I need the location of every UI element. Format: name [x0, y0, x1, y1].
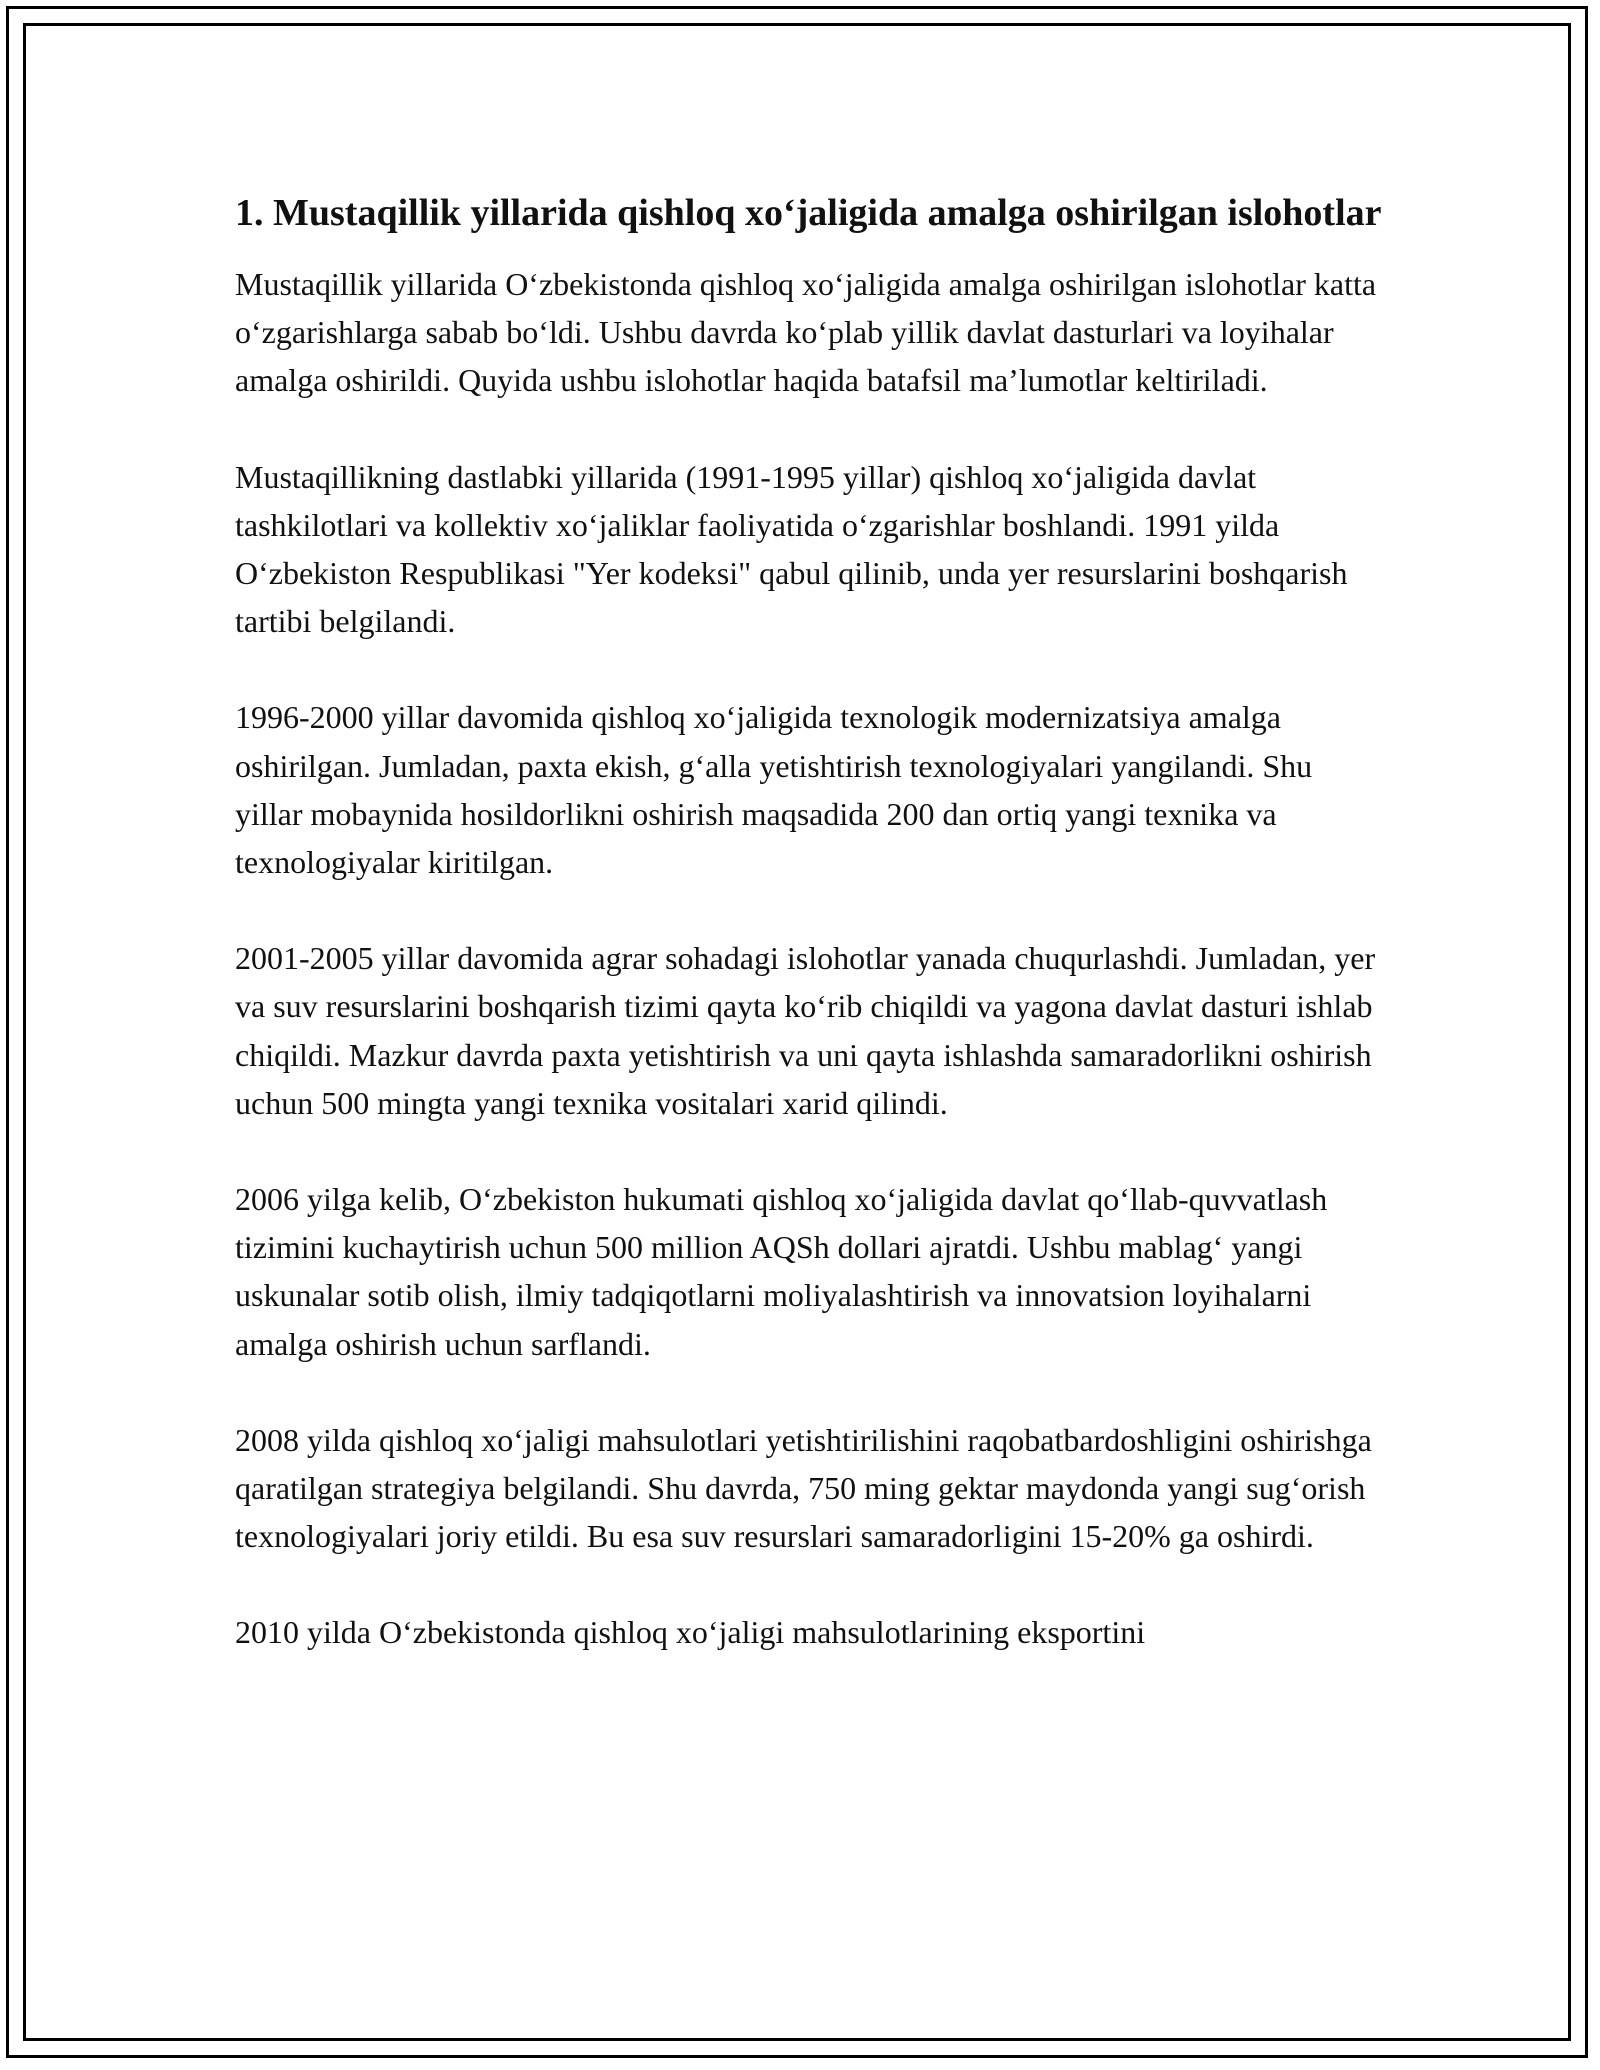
paragraph-2006: 2006 yilga kelib, O‘zbekiston hukumati qishloq xo‘jaligida davlat qo‘llab-quvvatlash tizimini kuchaytirish uchun 500 million AQSh dollari ajratdi. Ushbu mablag‘ yangi uskunalar sotib olish, ilmiy tadqiqotlarni moliyalashtirish va innovatsion loyihalarni amalga oshirish uchun sarflandi.: [235, 1181, 1328, 1362]
document-body: [235, 186, 1385, 1705]
paragraph-2008: 2008 yilda qishloq xo‘jaligi mahsulotlari yetishtirilishini raqobatbardoshligini oshirishga qaratilgan strategiya belgilandi. Shu davrda, 750 ming gektar maydonda yangi sug‘orish texnologiyalari joriy etildi. Bu esa suv resurslari samaradorligini 15-20% ga oshirdi.: [235, 1421, 1372, 1555]
section-title: 1. Mustaqillik yillarida qishloq xo‘jaligida amalga oshirilgan islohotlar: [235, 192, 1382, 234]
paragraph-2001-2005: 2001-2005 yillar davomida agrar sohadagi islohotlar yanada chuqurlashdi. Jumladan, yer va suv resurslarini boshqarish tizimi qayta ko‘rib chiqildi va yagona davlat dasturi ishlab chiqildi. Mazkur davrda paxta yetishtirish va uni qayta ishlashda samaradorlikni oshirish uchun 500 mingta yangi texnika vositalari xarid qilindi.: [235, 940, 1376, 1121]
paragraph-1996-2000: 1996-2000 yillar davomida qishloq xo‘jaligida texnologik modernizatsiya amalga oshirilgan. Jumladan, paxta ekish, g‘alla yetishtirish texnologiyalari yangilandi. Shu yillar mobaynida hosildorlikni oshirish maqsadida 200 dan ortiq yangi texnika va texnologiyalar kiritilgan.: [235, 699, 1313, 881]
paragraph-2010: 2010 yilda O‘zbekistonda qishloq xo‘jaligi mahsulotlarining eksportini: [235, 1614, 1146, 1651]
paragraph-1991-1995: Mustaqillikning dastlabki yillarida (1991-1995 yillar) qishloq xo‘jaligida davlat tashkilotlari va kollektiv xo‘jaliklar faoliyatida o‘zgarishlar boshlandi. 1991 yilda O‘zbekiston Respublikasi "Yer kodeksi" qabul qilinib, unda yer resurslarini boshqarish tartibi belgilandi.: [235, 458, 1348, 640]
paragraph-intro: Mustaqillik yillarida O‘zbekistonda qishloq xo‘jaligida amalga oshirilgan islohotlar katta o‘zgarishlarga sabab bo‘ldi. Ushbu davrda ko‘plab yillik davlat dasturlari va loyihalar amalga oshirildi. Quyida ushbu islohotlar haqida batafsil ma’lumotlar keltiriladi.: [235, 266, 1377, 399]
